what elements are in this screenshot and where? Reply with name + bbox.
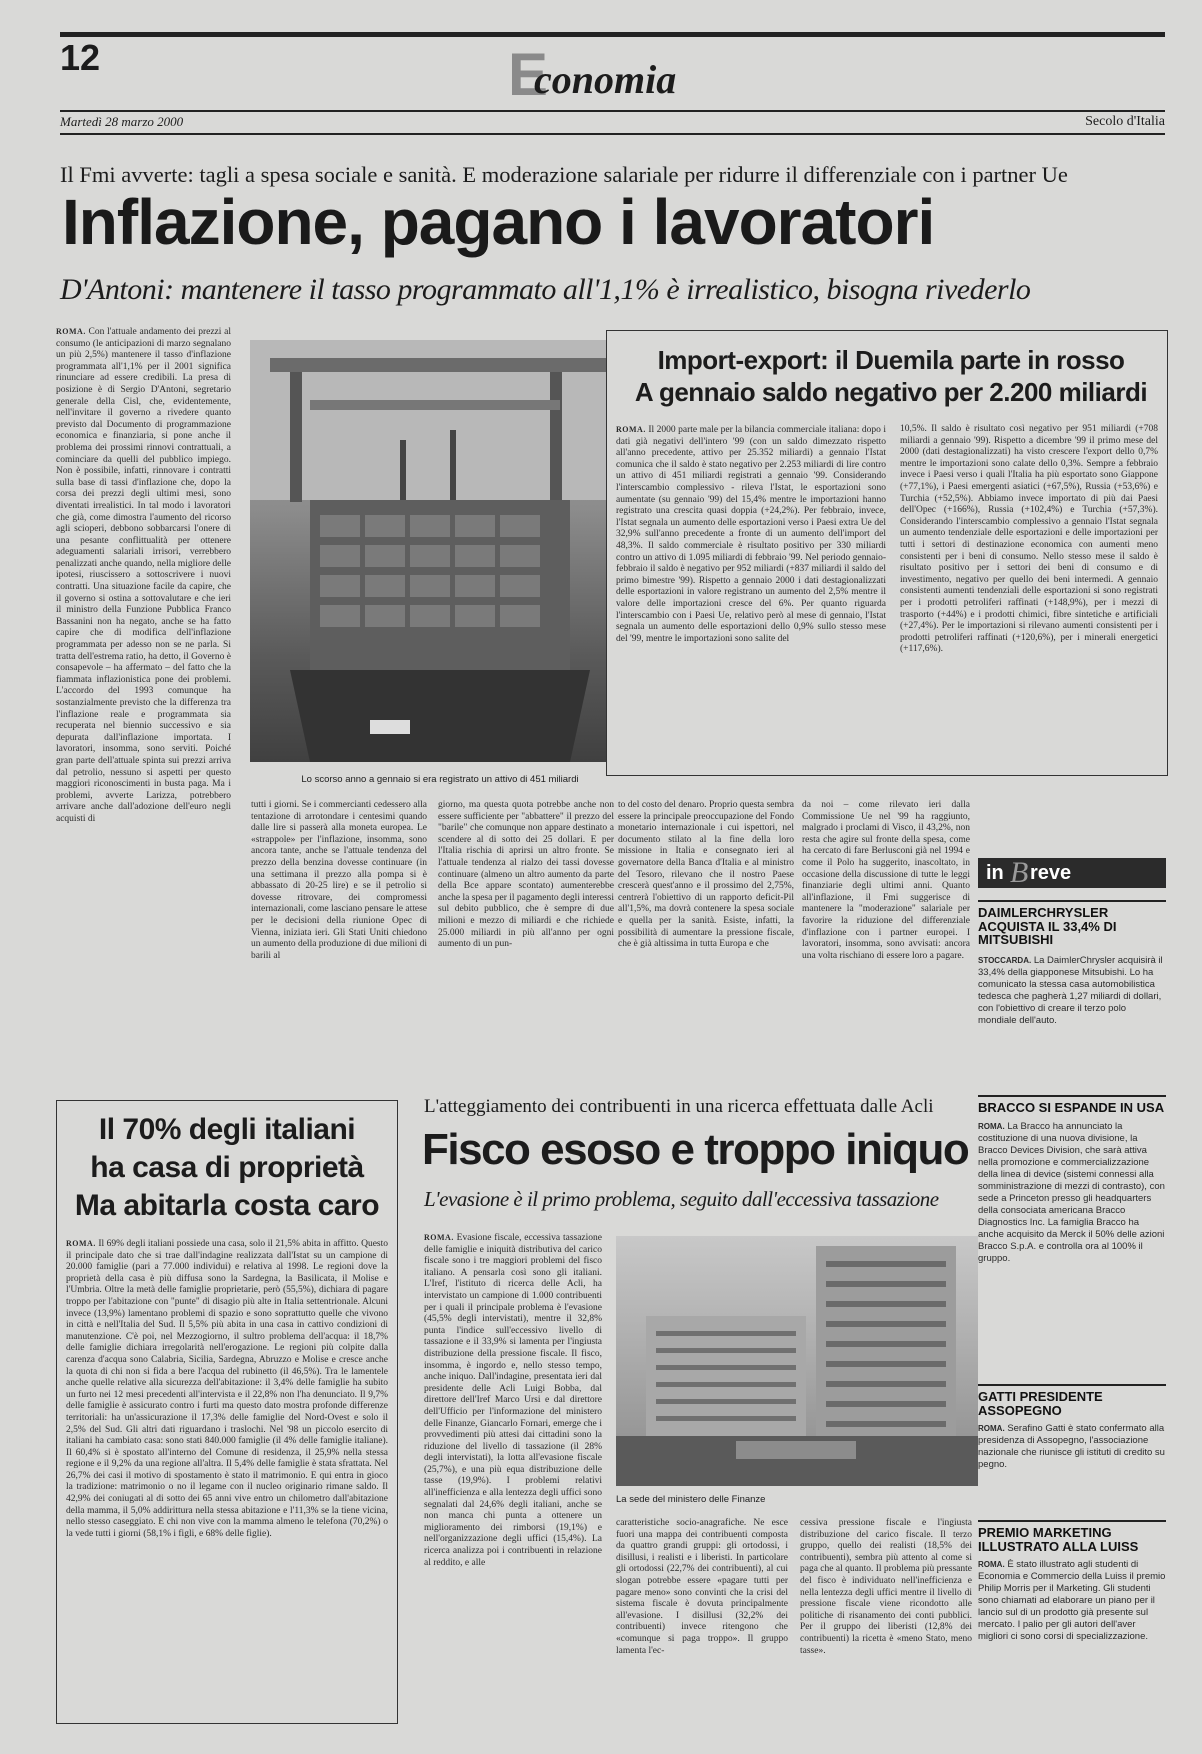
breve-text: Serafino Gatti è stato confermato alla presidenza di Assopegno, l'associazione nazionale che riunisce gli istituti di credito su pegno. (978, 1423, 1165, 1470)
fisco-col2 (616, 1518, 788, 1722)
breve-dateline: ROMA. (978, 1424, 1005, 1433)
breve-item-gatti (978, 1384, 1166, 1471)
breve-item-bracco (978, 1095, 1166, 1265)
paper-name: Secolo d'Italia (1085, 114, 1165, 129)
section-title (508, 41, 708, 108)
top-story-col2 (251, 800, 427, 1086)
container-ship-photo (250, 340, 630, 762)
container-ship-illustration (250, 340, 630, 762)
top-story-col1 (56, 326, 231, 1084)
fisco-col3 (800, 1518, 972, 1722)
casa-dateline: ROMA. (66, 1239, 96, 1248)
top-story-col3 (438, 800, 614, 1086)
masthead-bottom-rule (60, 133, 1165, 135)
breve-dateline: ROMA. (978, 1121, 1005, 1131)
casa-headline-1: Il 70% degli italiani (98, 1113, 356, 1146)
top-story-headline: Inflazione, pagano i lavoratori (62, 186, 935, 258)
top-story-body-left: Con l'attuale andamento dei prezzi al consumo (le anticipazioni di marzo segnalano un più 2,5%) mantenere il tasso d'inflazione programmata all'1,1% per il 2001 significa rinunciare ad essere credibili. La presa di posizione è di Sergio D'Antoni, segretario generale della Cisl, che, evidentemente, nell'invitare il governo a rivedere quanto previsto dal Documento di programmazione economica e finanziaria, si pone anche il problema dei prossimi rinnovi contrattuali, a cominciare da quelli del pubblico impiego. Non è possibile, infatti, rinnovare i contratti sulla base di tassi d'inflazione che, dopo la corsa dei prezzi degli ultimi mesi, sono diventati irrealistici. In tal modo i lavoratori che già, come dimostra l'aumento del ricorso agli scioperi, debbono sobbarcarsi l'onere di una pesante conflittualità per ottenere adeguamenti salariali irrisori, verrebbero penalizzati anche quando, nella migliore delle ipotesi, riuscissero a sottoscrivere i nuovi contratti. Una situazione facile da capire, che il governo si ostina a sottovalutare e che ieri il ministro della Funzione Pubblica Franco Bassanini non ha negato, anche se ha fatto capire che di modifica dell'inflazione programmata per adesso non se ne parla. Si tratta dell'estrema ratio, ha detto, il Governo è consapevole – ha affermato – del fatto che la fiammata inflazionistica pone dei problemi. L'accordo del 1993 comunque ha sostanzialmente previsto che la differenza tra l'inflazione reale e programmata sia recuperata nel biennio successivo e sia depurata dall'inflazione importata. I lavoratori, insomma, sono serviti. Poiché gran parte dell'attuale spinta sui prezzi arriva dal petrolio, nessuno si aspetti per questo maggiori riconoscimenti in busta paga. Ma i problemi, avverte Larizza, potrebbero arrivare anche dall'adozione dell'euro negli acquisti di (56, 327, 231, 824)
section-initial: E (508, 41, 549, 108)
breve-text: La Bracco ha annunciato la costituzione di una nuova divisione, la Bracco Devices Division, che sarà attiva nella promozione e commercializzazione della linea di device (sistemi connessi alla somministrazione di mezzi di contrasto), con sede a Princeton presso gli headquarters della consociata americana Bracco Diagnostics Inc. La famiglia Bracco ha anche acquisito da Merck il 50% delle azioni Bracco S.p.A. e controlla ora al 100% il gruppo. (978, 1120, 1165, 1264)
breve-headline: PREMIO MARKETING ILLUSTRATO ALLA LUISS (978, 1525, 1139, 1554)
import-export-col2 (900, 424, 1158, 769)
in-breve-prefix: in (986, 862, 1004, 884)
top-story-kicker: Il Fmi avverte: tagli a spesa sociale e sanità. E moderazione salariale per ridurre il differenziale con i partner Ue (60, 162, 1068, 187)
casa-headline-3: Ma abitarla costa caro (74, 1189, 380, 1222)
breve-item-daimler (978, 900, 1166, 1027)
page-number: 12 (60, 37, 101, 78)
breve-rule (978, 900, 1166, 902)
top-story-dateline: ROMA. (56, 327, 86, 336)
fisco-kicker: L'atteggiamento dei contribuenti in una ricerca effettuata dalle Acli (424, 1096, 934, 1117)
breve-item-premio (978, 1520, 1166, 1643)
in-breve-banner (978, 858, 1166, 888)
masthead-top-rule (60, 32, 1165, 37)
breve-rule (978, 1384, 1166, 1386)
masthead-date: Martedì 28 marzo 2000 (60, 114, 184, 129)
breve-body (978, 1121, 1166, 1265)
import-export-col1 (616, 424, 886, 769)
top-story-subhead: D'Antoni: mantenere il tasso programmato all'1,1% è irrealistico, bisogna rivederlo (60, 273, 1031, 306)
casa-body-col (66, 1238, 388, 1716)
finance-ministry-caption: La sede del ministero delle Finanze (616, 1494, 766, 1505)
fisco-col1 (424, 1232, 602, 1722)
breve-headline: GATTI PRESIDENTE ASSOPEGNO (978, 1389, 1103, 1418)
breve-headline: BRACCO SI ESPANDE IN USA (978, 1100, 1165, 1115)
breve-body (978, 1559, 1166, 1643)
finance-ministry-illustration (616, 1236, 978, 1486)
section-rest: conomia (534, 57, 677, 102)
masthead-date-rule (60, 110, 1165, 112)
import-export-dateline: ROMA. (616, 425, 646, 434)
breve-headline: DAIMLERCHRYSLER ACQUISTA IL 33,4% DI MITSUBISHI (978, 905, 1117, 947)
breve-text: La DaimlerChrysler acquisirà il 33,4% della giapponese Mitsubishi. Lo ha comunicato la stessa casa automobilistica tedesca che pagherà 1,27 miliardi di dollari, con l'obiettivo di creare il terzo polo mondiale dell'auto. (978, 954, 1163, 1026)
fisco-subhead: L'evasione è il primo problema, seguito dall'eccessiva tassazione (424, 1187, 939, 1211)
fisco-body-left: Evasione fiscale, eccessiva tassazione delle famiglie e iniquità distributiva del carico fiscale sono i tre maggiori problemi del fisco italiano. A pensarla così sono gli italiani. L'Iref, l'istituto di ricerca delle Acli, ha intervistato un campione di 1.000 contribuenti per i quali il principale problema è l'evasione (45,5% degli intervistati), mentre il 32,8% punta l'indice sull'eccessivo livello di tassazione e il 33,9% si lamenta per l'ingiusta distribuzione della pressione fiscale. Il fisco, insomma, è ingordo e, nello stesso tempo, anche iniquo. Dall'indagine, presentata ieri dal presidente delle Acli Luigi Bobba, dal direttore dell'Iref Marco Ursi e dal direttore dell'Ufficio per l'informazione del ministero delle Finanze, Giancarlo Fornari, emerge che i provvedimenti più attesi dai cittadini sono la riduzione del livello di tassazione (il 28% degli intervistati), la lotta all'evasione fiscale (25,7%), e una più equa distribuzione delle tasse (19,9%). I problemi relativi all'inefficienza e alla lentezza degli uffici sono segnalati dal 24,6% degli italiani, anche se non manca chi punta a ottenere un miglioramento dei rimborsi (19,1%) e nell'organizzazione degli uffici (15,4%). La ricerca analizza poi i contribuenti in relazione al reddito, e alle (424, 1233, 602, 1568)
casa-headline-2: ha casa di proprietà (90, 1151, 364, 1184)
top-story-body-col5: da noi – come rilevato ieri dalla Commissione Ue nel '99 ha raggiunto, malgrado i proclami di Visco, il 43,2%, non resta che agire sul fronte della spesa, come ha cercato di fare Berlusconi già nel 1994 e come il Polo ha suggerito, inascoltato, in occasione della discussione di tutte le leggi finanziarie degli ultimi anni. Quanto all'inflazione, il Fmi suggerisce di mantenere la "moderazione" salariale per favorire la riduzione del differenziale d'inflazione con i partner europei. I lavoratori, insomma, sono avvisati: ancora una volta rischiano di essere loro a pagare. (802, 800, 970, 961)
top-story-col4 (618, 800, 794, 1086)
breve-dateline: STOCCARDA. (978, 955, 1032, 965)
casa-body: Il 69% degli italiani possiede una casa, solo il 21,5% abita in affitto. Questo il principale dato che si trae dall'indagine realizzata dall'Istat su un campione di 20.000 famiglie (pari a 77.000 individui) e relativa al 1998. Le regioni dove la proprietà della casa è più diffusa sono la Sardegna, la Basilicata, il Molise e l'Umbria. Oltre la metà delle famiglie proprietarie, però (55,5%), dichiara di pagare troppo per l'abitazione con "punte" di disagio più alte in Italia settentrionale. Alcuni invece (13,9%) lamentano problemi di spazio e sono soprattutto quelle che vivono in città e nell'Italia del Sud. Il 5,5% più abita in una casa in cattivo condizioni di manutenzione. C'è poi, nel Mezzogiorno, il sultro problema dell'acqua: il 18,7% delle famiglie dichiara irregolarità nell'erogazione. Le regioni più colpite dalla carenza d'acqua sono Calabria, Sicilia, Sardegna, Abruzzo e Molise e cresce anche la quota di chi non si fida a bere l'acqua del rubinetto (il 46,5%). Tra le lamentele anche quelle relative alla sicurezza dell'abitazione: il 3,4% delle famiglie ha subito un furto nei 12 mesi precedenti all'intervista e il 22,8% non l'ha denunciato. Il 9,7% delle famiglie è assicurato contro i furti ma questo dato mostra profonde differenze territoriali: ha un'assicurazione il 17,3% delle famiglie del Nord-Ovest e solo il 2,5% del Sud. Gli altri dati riguardano i traslochi. Nel '98 un piccolo esercito di italiani ha cambiato casa: sono stati 840.000 famiglie (il 4% delle famiglie italiane). Il 60,4% si è spostato all'interno del Comune di residenza, il 25,9% nella stessa regione e il 9,2% da una regione all'altra. Il 5,4% delle famiglie è stata sfrattata. Nel 26,7% dei casi il motivo di spostamento è stato il matrimonio. E qui entra in gioco la tradizione: matrimonio o no il legame con il nucleo originario rimane saldo. Il 42,9% dei coniugati al di sotto dei 65 anni vive entro un chilometro dall'abitazione della mamma, il 5,0% addirittura nella stessa abitazione e l'11,3% se la tiene vicina, nello stesso caseggiato. E chi non vive con la mamma almeno le telefona (70,2%) o la vede tutti i giorni (58,1% i figli, e 68% delle figlie). (66, 1239, 388, 1539)
finance-ministry-photo (616, 1236, 978, 1486)
container-ship-caption: Lo scorso anno a gennaio si era registrato un attivo di 451 miliardi (301, 774, 579, 785)
import-export-headline-2: A gennaio saldo negativo per 2.200 miliardi (634, 377, 1148, 407)
breve-rule (978, 1520, 1166, 1522)
breve-dateline: ROMA. (978, 1560, 1005, 1569)
breve-body (978, 1423, 1166, 1471)
breve-rule (978, 1095, 1166, 1097)
breve-text: È stato illustrato agli studenti di Economia e Commercio della Luiss il premio Philip Morris per il Marketing. Gli studenti sono chiamati ad elaborare un piano per il lancio sul di un prodotto già presente sul mercato. I palio per gli autori dell'aver migliori ci sono corsi di specializzazione. (978, 1559, 1166, 1642)
fisco-dateline: ROMA. (424, 1233, 454, 1242)
import-export-body-right: 10,5%. Il saldo è risultato così negativo per 951 miliardi (+708 miliardi a gennaio '99). Rispetto a dicembre '99 il primo mese del 2000 (dati destagionalizzati) ha visto crescere l'export dello 0,7% mentre le importazioni sono calate dello 0,3%. Sempre a febbraio invece i Paesi verso i quali l'Italia ha più esportato sono Giappone (+77,1%), i Paesi emergenti asiatici (+67,5%), Russia (+53,6%) e Turchia (+52,5%). Abbiamo invece importato di più dai Paesi dell'Opec (+166%), Russia (+102,4%) e Turchia (+57,3%). Considerando l'interscambio complessivo a gennaio l'Istat segnala un aumento tendenziale delle esportazioni e delle importazioni per tutti i settori di destinazione economica con aumenti meno consistenti per i beni di consumo. Nello stesso mese il saldo è risultato positivo per i settori dei beni di consumo e di investimento, negativo per quello dei beni intermedi. A gennaio consistenti aumenti tendenziali delle esportazioni si sono registrati per i prodotti petroliferi raffinati (+148,9%), per i mezzi di trasporto (+44%) e i prodotti chimici, fibre sintetiche e artificiali (+27,4%). Per le importazioni si rilevano aumenti consistenti per i prodotti petroliferi raffinati (+120,6%), per i minerali energetici (+117,6%). (900, 424, 1158, 655)
top-story-body-col2: tutti i giorni. Se i commercianti cedessero alla tentazione di arrotondare i centesimi quando dalle lire si passerà alla moneta europea. Le «strappole» per l'inflazione, insomma, sono ancora tante, anche se l'attuale tendenza del prezzo della benzina dovesse continuare (in una settimana il prezzo alla pompa si è abbassato di 20-25 lire) e se il petrolio si dovesse ritrovare, dei compromessi internazionali, come lasciano pensare le attese per le decisioni della riunione Opec di Vienna, iniziata ieri. Gli Stati Uniti chiedono un aumento della produzione di due milioni di barili al (251, 800, 427, 961)
top-story-body-col3: giorno, ma questa quota potrebbe anche non essere sufficiente per "abbattere" il prezzo del "barile" che comunque non appare destinato a scendere al di sotto dei 25 dollari. E per l'Italia rischia di aprirsi un altro fronte. Se l'attuale tendenza al rialzo dei tassi dovesse continuare (almeno un altro aumento da parte della Bce appare scontato) aumenterebbe anche la spesa per il pagamento degli interessi sul debito pubblico, che è sempre di due milioni e mezzo di miliardi e che richiede 25.000 miliardi in più all'anno per ogni aumento di un pun- (438, 800, 614, 950)
import-export-body-left: Il 2000 parte male per la bilancia commerciale italiana: dopo i dati già negativi dell'intero '99 (con un saldo dimezzato rispetto all'anno precedente, attivo per 25.352 miliardi) a gennaio l'Istat comunica che il saldo è stato negativo per 2.253 miliardi di lire contro un attivo di 451 miliardi registrati a gennaio '99. Considerando l'interscambio complessivo - rileva l'Istat, le esportazioni sono aumentate (su gennaio '99) del 15,4% mentre le importazioni hanno registrato una crescita quasi doppia (+24,2%). Per febbraio, invece, l'Istat segnala un aumento delle esportazioni verso i Paesi extra Ue del 32,9% sull'anno precedente a fronte di un aumento dell'import del 48,3%. Il saldo commerciale è risultato positivo per 330 miliardi contro un attivo di 1.095 miliardi di febbraio '99. Nel periodo gennaio-febbraio il saldo è negativo per 952 miliardi (+837 miliardi il saldo del primo bimestre '99). Rispetto a gennaio 2000 i dati destagionalizzati delle esportazioni in valore registrano un aumento del 2,5% mentre il valore delle importazioni cresce del 6%. Per quanto riguarda l'interscambio con i Paesi Ue, relativo però al mese di gennaio, l'Istat segnala un aumento delle esportazioni dello 0,9% sullo stesso mese del '99, mentre le importazioni sono salite del (616, 425, 886, 644)
in-breve-initial: B (1010, 856, 1029, 889)
fisco-body-mid: caratteristiche socio-anagrafiche. Ne esce fuori una mappa dei contribuenti composta da quattro grandi gruppi: gli ortodossi, i disillusi, i realisti e i liberisti. In particolare gli ortodossi (22,7% dei contribuenti), al cui slogan potrebbe essere «pagare tutti per pagare meno» sono convinti che la crisi del sistema fiscale è dovuta principalmente all'evasione. I disillusi (32,2% dei contribuenti) invece ritengono che «comunque si paga troppo». Il gruppo lamenta l'ec- (616, 1518, 788, 1656)
top-story-col5 (802, 800, 970, 1086)
fisco-headline: Fisco esoso e troppo iniquo (422, 1125, 969, 1174)
top-story-body-col4: to del costo del denaro. Proprio questa sembra essere la principale preoccupazione del Fondo monetario internazionale i cui ispettori, nel documento stilato al la fine della loro missione in Italia e consegnato ieri al governatore della Banca d'Italia e al ministro del Tesoro, rilevano che il nostro Paese crescerà quest'anno e il prossimo del 2,75%, centrerà l'obiettivo di un rapporto deficit-Pil all'1,5%, ma dovrà contenere la spesa sociale e quella per la sanità. Esiste, infatti, la possibilità di aumentare la pressione fiscale, che è già altissima in tutta Europa e che (618, 800, 794, 950)
fisco-body-right: cessiva pressione fiscale e l'ingiusta distribuzione del carico fiscale. Il terzo gruppo, quello dei realisti (18,5% dei contribuenti), sembra più attento al come si paga che al quanto. Il problema più pressante del fisco è individuato nell'inefficienza e nella lentezza degli uffici mentre il livello di pressione fiscale viene ricondotto alle politiche di risanamento dei conti pubblici. Per il gruppo dei liberisti (12,8% dei contribuenti) la ricetta è «meno Stato, meno tasse». (800, 1518, 972, 1656)
in-breve-rest: reve (1030, 862, 1072, 884)
import-export-headline-1: Import-export: il Duemila parte in rosso (657, 345, 1125, 375)
breve-body (978, 955, 1166, 1027)
